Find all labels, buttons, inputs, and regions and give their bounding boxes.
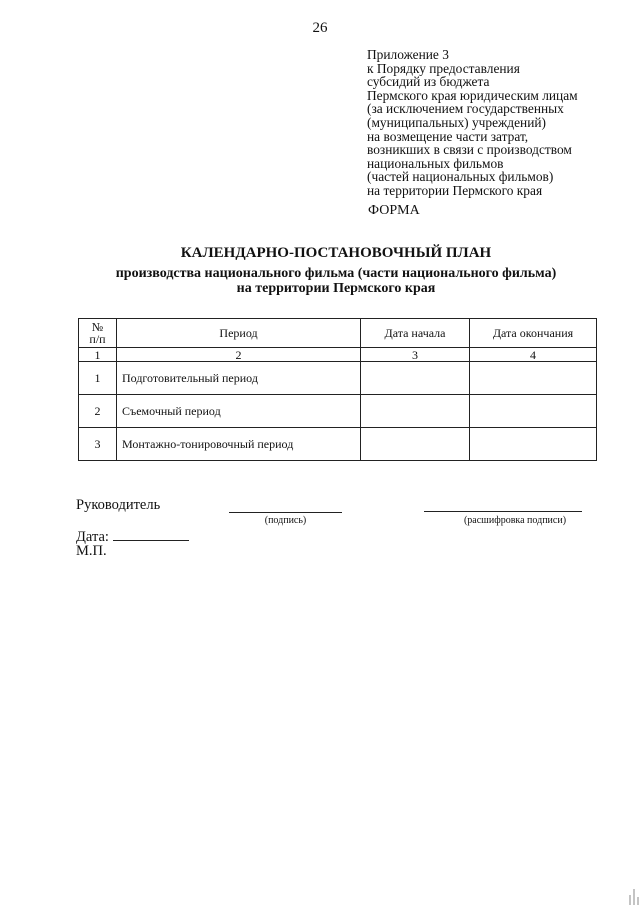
document-subtitle	[0, 266, 640, 296]
table-row	[79, 362, 597, 395]
appendix-line: (муниципальных) учреждений)	[367, 114, 547, 130]
date-line[interactable]	[113, 527, 189, 541]
row-num: 2	[79, 395, 117, 428]
row-start-date-cell[interactable]	[361, 362, 470, 395]
appendix-line: субсидий из бюджета	[367, 74, 490, 90]
row-end-date-cell[interactable]	[470, 428, 597, 461]
header-end-date: Дата окончания	[470, 319, 597, 348]
row-period: Съемочный период	[117, 395, 361, 428]
table-row	[79, 428, 597, 461]
signature-label: Руководитель	[76, 497, 161, 513]
row-start-date-cell[interactable]	[361, 428, 470, 461]
date-label: Дата:	[76, 529, 109, 545]
header-period: Период	[117, 319, 361, 348]
signature-line[interactable]	[229, 512, 342, 513]
seal-label: М.П.	[76, 543, 107, 559]
appendix-line: к Порядку предоставления	[367, 60, 520, 76]
row-end-date-cell[interactable]	[470, 395, 597, 428]
appendix-line: Приложение 3	[367, 47, 449, 62]
row-end-date-cell[interactable]	[470, 362, 597, 395]
form-label: ФОРМА	[368, 203, 420, 218]
header-num	[79, 319, 117, 348]
table-header-row	[79, 319, 597, 348]
appendix-block	[367, 48, 632, 198]
subtitle-line-1: производства национального фильма (части национального фильма)	[115, 266, 557, 281]
appendix-line: на возмещение части затрат,	[367, 128, 529, 144]
signature-caption: (подпись)	[264, 515, 307, 526]
scan-edge-mark	[614, 885, 640, 905]
appendix-line: Пермского края юридическим лицам	[367, 87, 578, 103]
header-num-sign: №	[91, 320, 104, 334]
document-title: КАЛЕНДАРНО-ПОСТАНОВОЧНЫЙ ПЛАН	[180, 245, 492, 261]
row-period: Подготовительный период	[117, 362, 361, 395]
column-number: 2	[117, 348, 361, 362]
schedule-table	[78, 318, 597, 461]
header-num-abbr: п/п	[89, 332, 106, 346]
signature-decode-caption: (расшифровка подписи)	[463, 515, 567, 526]
signature-decode-line[interactable]	[424, 511, 582, 512]
row-period: Монтажно-тонировочный период	[117, 428, 361, 461]
column-number: 4	[470, 348, 597, 362]
row-start-date-cell[interactable]	[361, 395, 470, 428]
page-number: 26	[312, 20, 328, 36]
appendix-line: (частей национальных фильмов)	[367, 169, 554, 185]
column-number: 1	[79, 348, 117, 362]
header-start-date: Дата начала	[361, 319, 470, 348]
row-num: 1	[79, 362, 117, 395]
column-number-row	[79, 348, 597, 362]
column-number: 3	[361, 348, 470, 362]
subtitle-line-2: на территории Пермского края	[236, 281, 436, 296]
appendix-line: (за исключением государственных	[367, 101, 564, 117]
table-row	[79, 395, 597, 428]
appendix-line: на территории Пермского края	[367, 182, 543, 198]
row-num: 3	[79, 428, 117, 461]
appendix-line: национальных фильмов	[367, 155, 504, 171]
appendix-line: возникших в связи с производством	[367, 142, 572, 158]
